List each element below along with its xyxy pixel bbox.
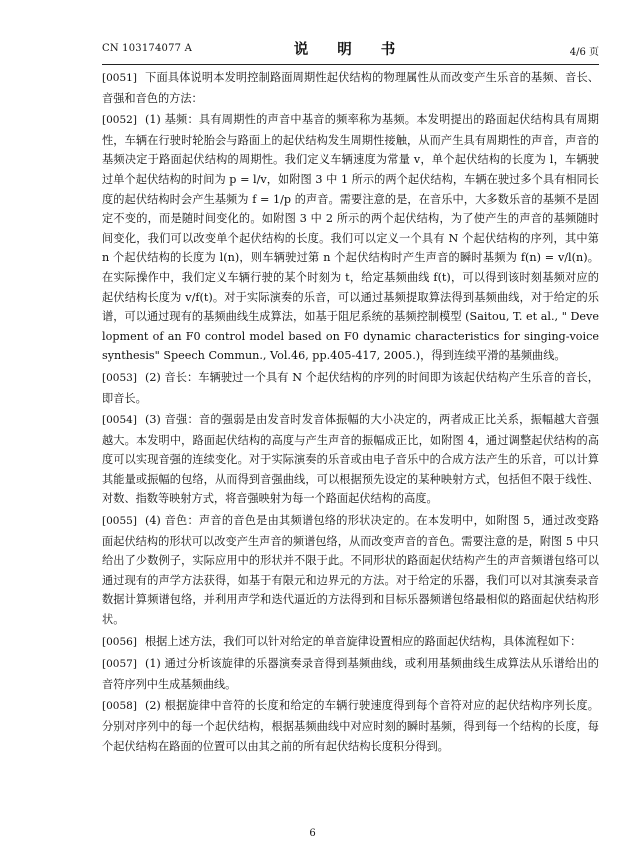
paragraph-text: (1) 基频：具有周期性的声音中基音的频率称为基频。本发明提出的路面起伏结构具有周期性，车辆在行驶时轮胎会与路面上的起伏结构发生周期性接触，从而产生具有周期性的声音，声音的基频决定于路面起伏结构的周期性。我们定义车辆速度为常量 v，单个起伏结构的长度为 l，车辆驶过单个起伏结构的时间为 p = l/v，如附图 3 中 1 所示的两个起伏结构，车辆在驶过多个具有相同长度的起伏结构时会产生基频为 f = 1/p 的声音。需要注意的是，在音乐中，大多数乐音的基频不是固定不变的，而是随时间变化的。如附图 3 中 2 所示的两个起伏结构，为了使产生的声音的基频随时间变化，我们可以改变单个起伏结构的长度。我们可以定义一个具有 N 个起伏结构的序列，其中第 n 个起伏结构的长度为 l(n)，则车辆驶过第 n 个起伏结构时产生声音的瞬时基频为 f(n) = v/l(n)。在实际操作中，我们定义车辆行驶的某个时刻为 t，给定基频曲线 f(t)，可以得到该时刻基频对应的起伏结构长度为 v/f(t)。对于实际演奏的乐音，可以通过基频提取算法得到基频曲线，对于给定的乐谱，可以通过现有的基频曲线生成算法，如基于阻尼系统的基频控制模型 (Saitou, T. et al., " Development of an F0 control model based on F0 dynamic characteristics for singing-voice synthesis" Speech Commun., Vol.46, pp.405-417, 2005.)，得到连续平滑的基频曲线。 bbox=[102, 113, 599, 363]
paragraph-number: [ 0055 ] bbox=[102, 515, 137, 527]
paragraph-text: (2) 根据旋律中音符的长度和给定的车辆行驶速度得到每个音符对应的起伏结构序列长度。分别对序列中的每一个起伏结构，根据基频曲线中对应时刻的瞬时基频，得到每一个结构的长度，每个起伏结构在路面的位置可以由其之前的所有起伏结构长度积分得到。 bbox=[102, 699, 599, 753]
paragraph-0058 bbox=[102, 696, 599, 756]
paragraph-number: [ 0056 ] bbox=[102, 636, 137, 648]
paragraph-0054 bbox=[102, 410, 599, 509]
paragraph-0051 bbox=[102, 68, 599, 108]
paragraph-text: (2) 音长：车辆驶过一个具有 N 个起伏结构的序列的时间即为该起伏结构产生乐音的音长，即音长。 bbox=[102, 370, 599, 405]
page-counter: 4/6 页 bbox=[569, 47, 599, 58]
document-body bbox=[102, 68, 599, 758]
paragraph-number: [ 0051 ] bbox=[102, 72, 137, 84]
paragraph-text: (3) 音强：音的强弱是由发音时发音体振幅的大小决定的，两者成正比关系，振幅越大音强越大。本发明中，路面起伏结构的高度与产生声音的振幅成正比，如附图 4，通过调整起伏结构的高度可以实现音强的连续变化。对于实际演奏的乐音或由电子音乐中的合成方法产生的乐音，可以计算其能量或振幅的包络，从而得到音强曲线，可以根据预先设定的某种映射方式，包括但不限于线性、对数、指数等映射方式，将音强映射为每一个路面起伏结构的高度。 bbox=[102, 413, 599, 506]
paragraph-number: [ 0053 ] bbox=[102, 372, 137, 384]
paragraph-number: [ 0057 ] bbox=[102, 658, 137, 670]
paragraph-text: (1) 通过分析该旋律的乐器演奏录音得到基频曲线，或利用基频曲线生成算法从乐谱给出的音符序列中生成基频曲线。 bbox=[102, 657, 599, 691]
page-title: 说 明 书 bbox=[293, 41, 408, 58]
paragraph-text: 根据上述方法，我们可以针对给定的单音旋律设置相应的路面起伏结构，具体流程如下： bbox=[144, 634, 582, 648]
document-number: CN 103174077 A bbox=[102, 43, 193, 54]
page-header bbox=[102, 38, 599, 66]
paragraph-number: [ 0052 ] bbox=[102, 114, 137, 126]
paragraph-text: 下面具体说明本发明控制路面周期性起伏结构的物理属性从而改变产生乐音的基频、音长、音强和音色的方法： bbox=[102, 71, 599, 105]
paragraph-number: [ 0054 ] bbox=[102, 414, 137, 426]
paragraph-text: (4) 音色：声音的音色是由其频谱包络的形状决定的。在本发明中，如附图 5，通过改变路面起伏结构的形状可以改变产生声音的频谱包络，从而改变声音的音色。需要注意的是，附图 5 中只给出了少数例子，实际应用中的形状并不限于此。不同形状的路面起伏结构产生的声音频谱包络可以通过现有的声学方法获得，如基于有限元和边界元的方法。对于给定的乐器，我们可以对其演奏录音数据计算频谱包络，并利用声学和迭代逼近的方法得到和目标乐器频谱包络最相似的路面起伏结构形状。 bbox=[102, 514, 599, 627]
paragraph-0052 bbox=[102, 110, 599, 366]
paragraph-number: [ 0058 ] bbox=[102, 700, 137, 712]
paragraph-0057 bbox=[102, 654, 599, 694]
paragraph-0056 bbox=[102, 632, 599, 653]
header-rule bbox=[102, 64, 599, 65]
paragraph-0053 bbox=[102, 368, 599, 408]
page-number: 6 bbox=[309, 828, 316, 839]
paragraph-0055 bbox=[102, 511, 599, 630]
